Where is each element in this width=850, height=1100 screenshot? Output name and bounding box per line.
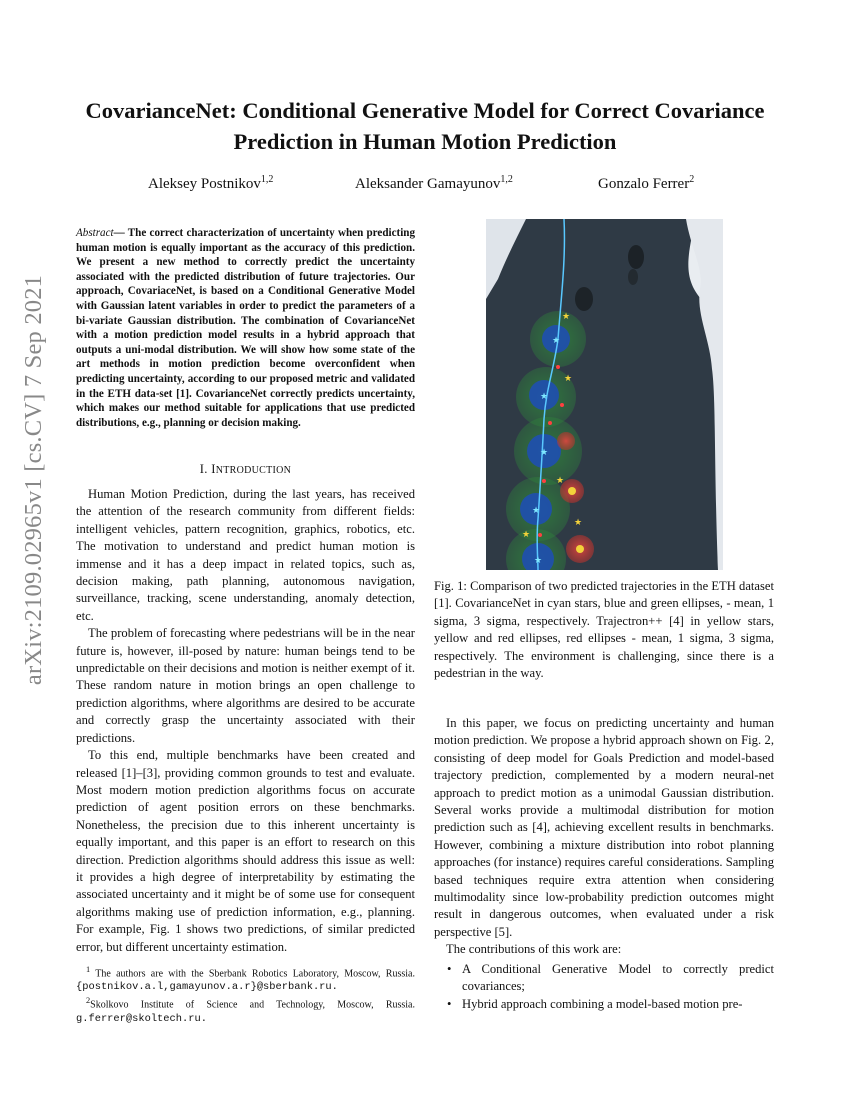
section-number: I. — [199, 462, 208, 476]
contribution-item: • A Conditional Generative Model to correctly predict covariances; — [462, 961, 774, 996]
author-name: Aleksey Postnikov — [148, 176, 261, 192]
red-dot-marker — [548, 421, 552, 425]
red-dot-marker — [538, 533, 542, 537]
footnote-text: The authors are with the Sberbank Robotics Laboratory, Moscow, Russia. — [95, 968, 415, 980]
cyan-star-marker: ★ — [552, 336, 561, 346]
author-3 — [598, 174, 694, 193]
footnote-mark: 2 — [86, 996, 91, 1006]
pedestrian-body — [628, 269, 638, 285]
red-dot-marker — [556, 365, 560, 369]
section-heading-introduction — [76, 462, 415, 477]
abstract — [76, 226, 415, 430]
yellow-star-marker: ★ — [564, 374, 573, 384]
abstract-dash: — — [113, 227, 128, 239]
arxiv-side-identifier — [10, 274, 58, 686]
red-dot-marker — [542, 479, 546, 483]
abstract-label: Abstract — [76, 227, 114, 239]
section-title-rest: NTRODUCTION — [215, 465, 292, 476]
yellow-star-marker: ★ — [522, 530, 531, 540]
paper-title — [70, 95, 780, 157]
cyan-star-marker: ★ — [540, 448, 549, 458]
author-affiliation: 1,2 — [260, 174, 274, 185]
author-affiliation: 1,2 — [500, 174, 513, 185]
figure-1-trajectory-image — [486, 219, 723, 570]
title-line-2: Prediction in Human Motion Prediction — [233, 129, 617, 154]
footnote-email: g.ferrer@skoltech.ru. — [76, 1012, 207, 1025]
footnotes — [76, 963, 415, 1026]
yellow-star-marker: ★ — [562, 312, 571, 322]
pedestrian-body — [575, 287, 593, 311]
intro-paragraph: The problem of forecasting where pedestrians will be in the near future is, however, ill-posed by nature: human beings tend to be unpredictable on their decisions and motion is neither exempt of it. These random nature in motion brings an open challenge to prediction algorithms, where algorithms are desired to be accurate and correctly grasp the uncertainty associated with their predictions. — [76, 626, 415, 745]
author-name: Gonzalo Ferrer — [598, 176, 690, 192]
cyan-star-marker: ★ — [540, 392, 549, 402]
cyan-star-marker: ★ — [532, 506, 541, 516]
section-title: INTRODUCTION — [211, 462, 292, 476]
introduction-body — [76, 486, 415, 956]
intro-paragraph: To this end, multiple benchmarks have been created and released [1]–[3], providing common grounds to test and evaluate. Most modern motion prediction algorithms focus on accurate prediction of agent position errors on these benchmarks. Nonetheless, the precision due to this inherent uncertainty is equally important, and this paper is an effort to research on this direction. Prediction algorithms should address this issue as well: it provides a high degree of interpretability by estimating the associated uncertainty and it might be of some use for consequent algorithms making use of prediction information, e.g., planning. For example, Fig. 1 shows two predictions, of similar predicted error, but different uncertainty estimation. — [76, 748, 415, 954]
intro-paragraph: Human Motion Prediction, during the last years, has received the attention of the research community from different fields: intelligent vehicles, pattern recognition, graphics, robotics, etc. The motivation to understand and predict human motion is immense and it has a deep impact in related topics, such as, decision making, path planning, autonomous navigation, surveillance, tracking, scene understanding, anomaly detection, etc. — [76, 487, 415, 623]
figure-1-caption: Fig. 1: Comparison of two predicted trajectories in the ETH dataset [1]. CovarianceNet in cyan stars, blue and green ellipses, - mean, 1 sigma, 3 sigma, respectively. Trajectron++ [4] in yellow stars, yellow and red ellipses, red ellipses - mean, 1 sigma, 3 sigma, respectively. The environment is challenging, since there is a pedestrian in the way. — [434, 579, 774, 681]
footnote-2 — [76, 994, 415, 1025]
body-paragraph: In this paper, we focus on predicting uncertainty and human motion prediction. We propose a hybrid approach shown on Fig. 2, consisting of deep model for Goals Prediction and model-based trajectory prediction, complemented by a modern neural-net approach to predict motion as a unimodal Gaussian distribution. Several works provide a multimodal distribution for motion prediction such as [4], achieving excellent results in benchmarks. However, combining a mixture distribution into robot planning approaches (for instance) requires careful considerations. Sampling based techniques require extra attention when considering multimodality since low-probability prediction outcomes might result in dangerous outcomes, when evaluated under a risk perspective [5]. — [434, 716, 774, 939]
abstract-text: The correct characterization of uncertainty when predicting human motion is equally important as the accuracy of this prediction. We present a new method to correctly predict the uncertainty associated with the predicted distribution of future trajectories. Our approach, CovariaceNet, is based on a Conditional Generative Model with Gaussian latent variables in order to predict the parameters of a bi-variate Gaussian distribution. The combination of CovarianceNet with a motion prediction model results in a hybrid approach that outputs a uni-modal distribution. We will show how some state of the art methods in motion prediction become overconfident when predicting uncertainty, according to our proposed metric and validated in the ETH data-set [1]. CovarianceNet correctly predicts uncertainty, which makes our method suitable for applications that use predicted distributions, e.g., planning or decision making. — [76, 227, 415, 429]
right-column-body — [434, 715, 774, 1013]
trajectron-mean-yellow — [576, 545, 584, 553]
footnote-email: {postnikov.a.l,gamayunov.a.r}@sberbank.ru. — [76, 981, 338, 994]
footnote-mark: 1 — [86, 965, 91, 974]
arxiv-identifier-text: arXiv:2109.02965v1 [cs.CV] 7 Sep 2021 — [20, 274, 47, 686]
contributions-list — [434, 961, 774, 1013]
author-name: Aleksander Gamayunov — [355, 176, 501, 192]
trajectron-mean-yellow — [568, 487, 576, 495]
footnote-text: Skolkovo Institute of Science and Technology, Moscow, Russia. — [90, 999, 415, 1011]
cyan-star-marker: ★ — [534, 556, 543, 566]
pedestrian — [575, 287, 593, 311]
author-1 — [148, 174, 273, 193]
red-dot-marker — [560, 403, 564, 407]
author-2 — [355, 174, 513, 193]
body-paragraph: The contributions of this work are: — [446, 942, 622, 957]
yellow-star-marker: ★ — [574, 518, 583, 528]
trajectron-ellipse-red — [557, 432, 575, 450]
footnote-1 — [76, 963, 415, 994]
author-affiliation: 2 — [689, 174, 695, 185]
contribution-item: • Hybrid approach combining a model-based motion pre- — [462, 996, 774, 1013]
title-line-1: CovarianceNet: Conditional Generative Model for Correct Covariance — [85, 98, 765, 123]
pedestrian-body — [628, 245, 644, 269]
yellow-star-marker: ★ — [556, 476, 565, 486]
